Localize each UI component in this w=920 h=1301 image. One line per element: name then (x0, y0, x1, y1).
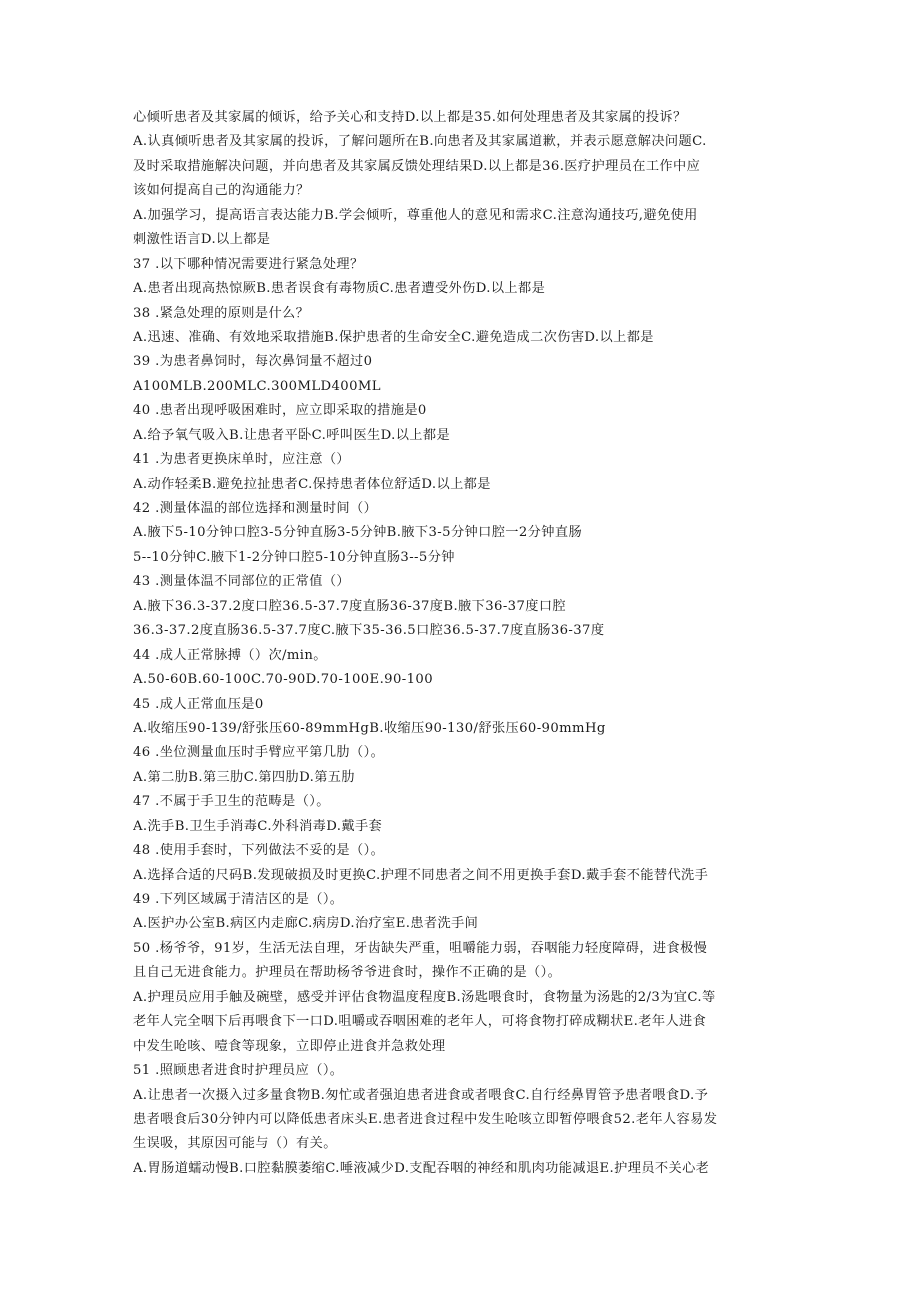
text-line: 且自己无进食能力。护理员在帮助杨爷爷进食时，操作不正确的是（）。 (133, 965, 562, 981)
text-line: A.收缩压90-139/舒张压60-89mmHgB.收缩压90-130/舒张压60-90mmHg (133, 720, 606, 736)
text-line: 39 .为患者鼻饲时，每次鼻饲量不超过0 (133, 354, 373, 370)
text-line: 生误吸，其原因可能与（）有关。 (133, 1136, 337, 1152)
text-line: 46 .坐位测量血压时手臂应平第几肋（）。 (133, 745, 385, 761)
text-line: 老年人完全咽下后再喂食下一口D.咀嚼或吞咽困难的老年人，可将食物打碎成糊状E.老年人进食 (133, 1014, 707, 1030)
text-line: A.患者出现高热惊厥B.患者误食有毒物质C.患者遭受外伤D.以上都是 (133, 281, 546, 297)
document-body (133, 106, 793, 1181)
text-line: A.加强学习，提高语言表达能力B.学会倾听，尊重他人的意见和需求C.注意沟通技巧,避免使用 (133, 207, 698, 223)
text-line: 51 .照顾患者进食时护理员应（）。 (133, 1063, 344, 1079)
text-line: A.医护办公室B.病区内走廊C.病房D.治疗室E.患者洗手间 (133, 916, 479, 932)
text-line: 38 .紧急处理的原则是什么？ (133, 305, 310, 321)
text-line: 37 .以下哪种情况需要进行紧急处理？ (133, 256, 364, 272)
text-line: 刺激性语言D.以上都是 (133, 232, 271, 248)
text-line: A.认真倾听患者及其家属的投诉，了解问题所在B.向患者及其家属道歉，并表示愿意解决问题C. (133, 134, 707, 150)
text-line: A.选择合适的尺码B.发现破损及时更换C.护理不同患者之间不用更换手套D.戴手套不能替代洗手 (133, 867, 709, 883)
text-line: A.迅速、准确、有效地采取措施B.保护患者的生命安全C.避免造成二次伤害D.以上都是 (133, 329, 654, 345)
text-line: 42 .测量体温的部位选择和测量时间（） (133, 501, 378, 516)
text-line: 48 .使用手套时，下列做法不妥的是（）。 (133, 843, 385, 859)
text-line: 41 .为患者更换床单时，应注意（） (133, 452, 350, 468)
text-line: 43 .测量体温不同部位的正常值（） (133, 574, 350, 590)
text-line: A100MLB.200MLC.300MLD400ML (133, 378, 381, 394)
text-line: 45 .成人正常血压是0 (133, 696, 264, 712)
text-line: A.动作轻柔B.避免拉扯患者C.保持患者体位舒适D.以上都是 (133, 476, 491, 492)
text-line: 40 .患者出现呼吸困难时，应立即采取的措施是0 (133, 403, 427, 419)
text-line: 50 .杨爷爷，91岁，生活无法自理，牙齿缺失严重，咀嚼能力弱，吞咽能力轻度障碍，进食极慢 (133, 940, 708, 956)
text-line: 44 .成人正常脉搏（）次/min。 (133, 647, 327, 663)
text-line: 心倾听患者及其家属的倾诉，给予关心和支持D.以上都是35.如何处理患者及其家属的投诉？ (133, 110, 687, 125)
text-line: 及时采取措施解决问题，并向患者及其家属反馈处理结果D.以上都是36.医疗护理员在工作中应 (133, 158, 701, 174)
text-line: A.胃肠道蠕动慢B.口腔黏膜萎缩C.唾液减少D.支配吞咽的神经和肌肉功能减退E.护理员不关心老 (133, 1160, 710, 1176)
text-line: A.腋下36.3-37.2度口腔36.5-37.7度直肠36-37度B.腋下36-37度口腔 (133, 598, 567, 614)
text-line: A.让患者一次摄入过多量食物B.匆忙或者强迫患者进食或者喂食C.自行经鼻胃管予患者喂食D.予 (133, 1087, 709, 1103)
text-line: 49 .下列区域属于清洁区的是（）。 (133, 892, 344, 907)
text-line: A.给予氧气吸入B.让患者平卧C.呼叫医生D.以上都是 (133, 427, 451, 443)
text-line: A.50-60B.60-100C.70-90D.70-100E.90-100 (133, 672, 433, 688)
text-line: 36.3-37.2度直肠36.5-37.7度C.腋下35-36.5口腔36.5-37.7度直肠36-37度 (133, 623, 605, 639)
text-line: A.第二肋B.第三肋C.第四肋D.第五肋 (133, 769, 355, 785)
text-line: A.洗手B.卫生手消毒C.外科消毒D.戴手套 (133, 818, 383, 834)
text-line: 患者喂食后30分钟内可以降低患者床头E.患者进食过程中发生呛咳立即暂停喂食52.老年人容易发 (133, 1111, 718, 1127)
text-line: 5--10分钟C.腋下1-2分钟口腔5-10分钟直肠3--5分钟 (133, 549, 455, 565)
text-line: 该如何提高自己的沟通能力？ (133, 183, 310, 199)
text-line: A.护理员应用手触及碗壁，感受并评估食物温度程度B.汤匙喂食时，食物量为汤匙的2/3为宜C.等 (133, 989, 716, 1005)
text-line: 47 .不属于手卫生的范畴是（）。 (133, 794, 330, 810)
text-line: 中发生呛咳、噎食等现象，立即停止进食并急救处理 (133, 1038, 446, 1054)
text-line: A.腋下5-10分钟口腔3-5分钟直肠3-5分钟B.腋下3-5分钟口腔一2分钟直肠 (133, 525, 583, 541)
